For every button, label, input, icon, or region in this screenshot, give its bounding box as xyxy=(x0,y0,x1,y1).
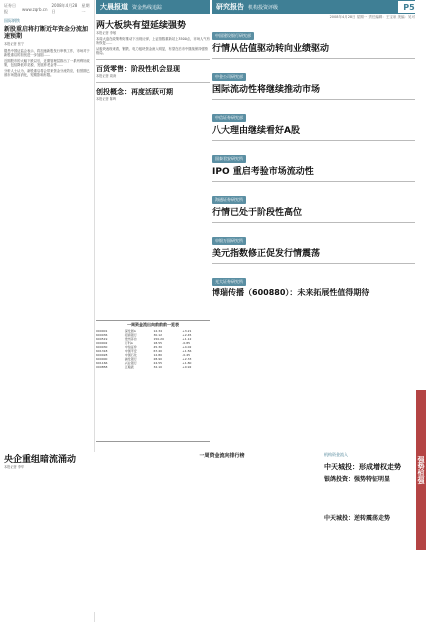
left-header-subtitle: 资金热线追踪 xyxy=(132,4,163,11)
table-row xyxy=(96,365,210,369)
table-cell: -0.85 xyxy=(182,341,191,345)
middle-section3-headline: 创投概念：再度活跃可期 xyxy=(96,88,173,96)
right-header-subtitle: 机构投资评级 xyxy=(248,4,279,11)
story-tag: 海通证券研究所 xyxy=(212,196,246,204)
table-cell: +1.56 xyxy=(182,349,192,353)
table-cell: 000002 xyxy=(96,341,108,345)
strip-item-4: 星期一 xyxy=(81,3,90,14)
table-cell: 000858 xyxy=(96,365,108,369)
left-body-paragraph: 据悉中国证监会表示，将加速新股发行审核工作，市场对于新股重启的担忧进一步加剧…… xyxy=(4,49,90,57)
table-cell: 五粮液 xyxy=(124,365,134,369)
divider xyxy=(212,140,415,141)
story-headline: IPO 重启考验市场流动性 xyxy=(212,167,314,177)
table-cell: -0.45 xyxy=(182,353,191,357)
divider xyxy=(212,58,415,59)
strip-item-3: 2008年4月28日 xyxy=(51,3,78,14)
left-body-paragraph: 分析人士认为，新股重启将会带来资金分流效应，但预期已被市场提前消化，短期影响有限。 xyxy=(4,69,90,77)
table-cell: 601166 xyxy=(96,361,108,365)
table-cell: 12.34 xyxy=(153,329,163,333)
table-cell: +3.21 xyxy=(182,329,192,333)
bottom-right-tag: 机构资金流入 xyxy=(324,452,348,457)
story-tag: 中金公司研究部 xyxy=(212,73,246,81)
table-cell: 18.55 xyxy=(153,341,163,345)
page-number: P5 xyxy=(398,1,420,13)
left-article-byline: 本报记者 张宁 xyxy=(4,42,25,46)
story-tag: 中国建设银行研究部 xyxy=(212,32,254,40)
story xyxy=(212,227,415,264)
right-header-subline: 2008年4月28日 星期一 责任编辑：王宝泉 美编：吴可 xyxy=(329,15,415,19)
middle-body-paragraph: 从板块表现来看，钢铁、电力板块资金流入明显，有望在后市中继续保持强势格局。 xyxy=(96,47,209,55)
table-cell: 601318 xyxy=(96,349,108,353)
story-headline: 行情从估值驱动转向业绩驱动 xyxy=(212,44,330,54)
middle-section2-headline: 百货零售：阶段性机会显现 xyxy=(96,65,180,73)
bottom-left-article xyxy=(4,452,122,612)
table-cell: 中信证券 xyxy=(124,345,137,349)
bottom-left-byline: 本报记者 李华 xyxy=(4,465,25,469)
table-cell: +2.33 xyxy=(182,357,192,361)
middle-article xyxy=(96,18,210,318)
middle-section2-byline: 本报记者 周涛 xyxy=(96,74,117,78)
table-cell: 招商银行 xyxy=(124,333,137,337)
table-cell: 浦发银行 xyxy=(124,357,137,361)
bottom-right-headline: 中天城投：形成增权走势 xyxy=(324,463,401,471)
table-cell: 45.30 xyxy=(153,345,163,349)
story xyxy=(212,104,415,141)
table-cell: +4.02 xyxy=(182,345,192,349)
story xyxy=(212,63,415,100)
table-cell: 28.90 xyxy=(153,357,163,361)
story-headline: 博瑞传播（600880）：未来拓展性值得期待 xyxy=(212,288,370,297)
right-vertical-strip: 强势恒强 xyxy=(416,390,426,550)
bottom-middle-table xyxy=(124,452,320,612)
right-header-title: 研究报告 xyxy=(216,3,244,11)
table-cell: 中国平安 xyxy=(124,349,137,353)
bottom-right-subheadline2: 中天城投：逆转震荡走势 xyxy=(324,515,391,522)
left-article xyxy=(4,18,92,448)
divider xyxy=(96,82,210,83)
story xyxy=(212,186,415,223)
table-cell: +2.45 xyxy=(182,333,192,337)
divider xyxy=(212,181,415,182)
bottom-right-subheadline: 银鸽投资：强势特征明显 xyxy=(324,476,391,483)
bottom-middle-title: 一周资金流向排行榜 xyxy=(199,453,245,459)
middle-byline: 本报记者 李敏 xyxy=(96,31,117,35)
left-section-header xyxy=(96,0,210,14)
table-cell: 600030 xyxy=(96,345,108,349)
table-cell: 贵州茅台 xyxy=(124,337,137,341)
strip-item-1: 证券日报 xyxy=(4,3,16,14)
story-tag: 光大证券研究所 xyxy=(212,278,246,286)
story-tag: 国泰君安研究所 xyxy=(212,155,246,163)
table-cell: 600519 xyxy=(96,337,108,341)
story xyxy=(212,268,415,298)
table-cell: 兴业银行 xyxy=(124,361,137,365)
middle-body-paragraph: 本周大盘在政策利好推动下出现反弹，上证指数重新站上3500点，市场人气有所恢复…… xyxy=(96,37,210,45)
left-body-paragraph: 近期股市的大幅下跌以后，近期管理层推出了一系列利好政策，包括降低印花税、发展养老金等…… xyxy=(4,59,90,67)
divider xyxy=(212,99,415,100)
story-tag: 中信证券研究部 xyxy=(212,114,246,122)
table-cell: 32.10 xyxy=(153,365,163,369)
left-article-tag: 国际钢铁 xyxy=(4,18,20,23)
divider xyxy=(96,59,210,60)
left-article-headline: 新股重启将打断近年资金分流加速预期 xyxy=(4,26,89,40)
story xyxy=(212,145,415,182)
table-cell: +0.92 xyxy=(182,365,192,369)
top-left-strip xyxy=(4,4,92,14)
story-headline: 八大理由继续看好A股 xyxy=(212,126,300,136)
left-header-title: 大晨报道 xyxy=(100,3,128,11)
middle-section3-byline: 本报记者 陈晖 xyxy=(96,97,117,101)
bottom-right-sub xyxy=(324,474,414,614)
middle-body xyxy=(96,37,210,55)
story-headline: 行情已处于阶段性高位 xyxy=(212,208,303,218)
table-cell: 67.40 xyxy=(153,349,163,353)
table-cell: 深发展A xyxy=(124,329,136,333)
table-cell: 600000 xyxy=(96,357,108,361)
table-cell: 万科A xyxy=(124,341,133,345)
right-stories xyxy=(212,22,415,442)
story-headline: 美元指数修正促发行情震荡 xyxy=(212,249,321,259)
table-cell: +1.80 xyxy=(182,361,192,365)
table-cell: 24.55 xyxy=(153,361,163,365)
table-cell: 12.80 xyxy=(153,353,163,357)
table-cell: 600036 xyxy=(96,333,108,337)
table-cell: 600028 xyxy=(96,353,108,357)
fund-flow-table xyxy=(96,320,210,442)
story xyxy=(212,22,415,59)
table-title: 一周资金流出向前前前一览表 xyxy=(127,322,179,327)
table-cell: 中国石化 xyxy=(124,353,137,357)
table-cell: 150.20 xyxy=(153,337,164,341)
strip-item-2: www.zqrb.cn xyxy=(21,6,48,12)
bottom-left-headline: 央企重组暗流涌动 xyxy=(4,455,77,465)
table-cell: 30.12 xyxy=(153,333,163,337)
left-article-body xyxy=(4,49,92,77)
divider xyxy=(212,263,415,264)
story-headline: 国际流动性将继续推动市场 xyxy=(212,85,321,95)
table-cell: 000001 xyxy=(96,329,108,333)
table-cell: +1.12 xyxy=(182,337,192,341)
story-tag: 申银万国研究所 xyxy=(212,237,246,245)
right-section-header xyxy=(212,0,415,14)
divider xyxy=(212,222,415,223)
middle-headline: 两大板块有望延续强势 xyxy=(96,21,187,31)
